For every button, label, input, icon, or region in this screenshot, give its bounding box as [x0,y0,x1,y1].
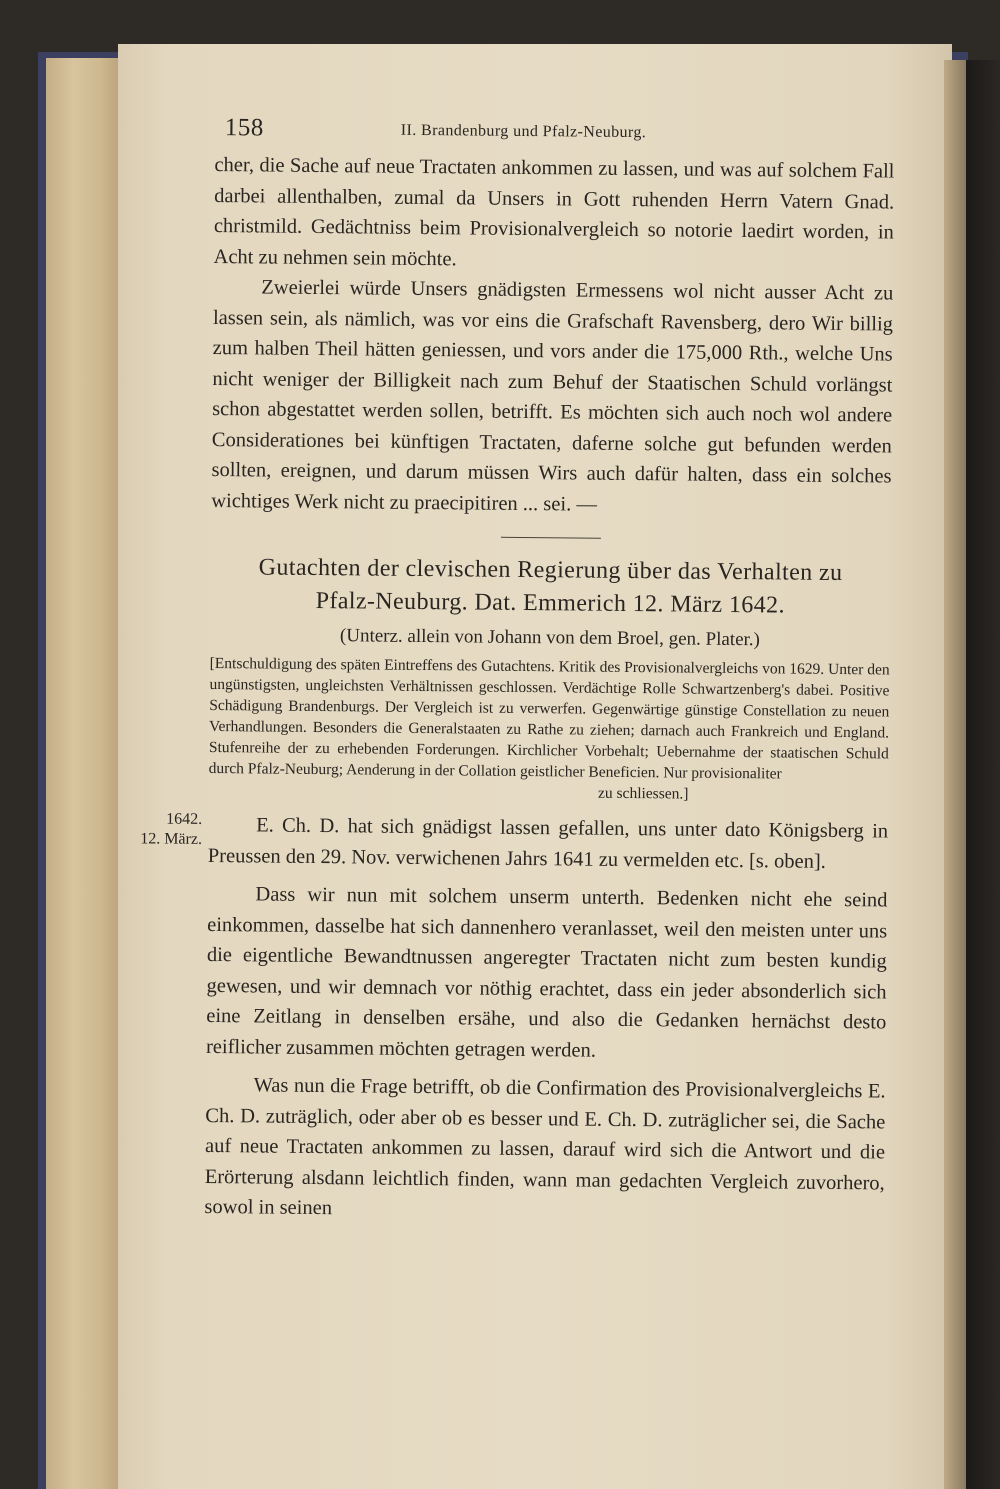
margin-date [124,809,202,850]
paragraph: Was nun die Frage betrifft, ob die Confirmation des Provisionalvergleichs E. Ch. D. zuträglich, oder aber ob es besser und E. Ch. D. zuträglicher sei, die Sache auf neue Tractaten ankommen zu lassen, darauf wird sich die Antwort und die Erörterung alsdann leichtlich finden, wann man gedachten Vergleich zuvorhero, sowol in seinen [204,1074,886,1220]
section-title-line-1: Gutachten der clevischen Regierung über das Verhalten zu [258,554,843,587]
paragraph: Dass wir nun mit solchem unserm unterth. Bedenken nicht ehe seind einkommen, dasselbe hat sich dannenhero veranlasset, weil den meisten unter uns die eigentliche Bewandtnussen angeregter Tractaten nicht zum besten kundig gewesen, und wir demnach vor nöthig erachtet, dass ein jeder absonderlich sich eine Zeitlang in denselben ersähe, und also die Gedanken hernächst desto reiflicher zusammen möchten getragen werden. [205,883,888,1062]
page-gutter-shadow [944,60,966,1489]
page-header [215,110,895,157]
summary-text: [Entschuldigung des späten Eintreffens des Gutachtens. Kritik des Provisionalvergleichs von 1629. Unter den ungünstigsten, ungleichsten Verhältnissen geschlossen. Verdächtige Rolle Schwartzenberg's dabei. Positive Schädigung Brandenburgs. Der Vergleich ist zu verwerfen. Gegenwärtige günstige Constellation zu neuen Verhandlungen. Besonders die Generalstaaten zu Rathe zu ziehen; darnach auch Frankreich und England. Stufenreihe der zu erhebenden Forderungen. Kirchlicher Vorbehalt; Uebernahme der staatischen Schuld durch Pfalz-Neuburg; Aenderung in der Collation geistlicher Beneficien. Nur provisionaliter [208,654,890,783]
paragraph-continued: cher, die Sache auf neue Tractaten ankommen zu lassen, und was auf solchem Fall darbei allenthalben, zumal da Unsers in Gott ruhenden Herrn Vatern Gnad. christmild. Gedächtniss beim Provisionalvergleich so notorie laedirt worden, in Acht zu nehmen sein möchte. [213,153,895,270]
margin-year: 1642. [166,810,203,828]
page-text [140,110,895,1229]
section-divider [501,537,601,539]
paragraph: E. Ch. D. hat sich gnädigst lassen gefallen, uns unter dato Königsberg in Preussen den 29. Nov. verwichenen Jahrs 1641 zu vermelden etc. [s. oben]. [207,814,889,873]
summary-end: zu schliessen.] [597,784,689,803]
dated-entry [140,810,889,878]
page-stack-edge [46,58,124,1489]
paragraph: Zweierlei würde Unsers gnädigsten Ermessens wol nicht ausser Acht zu lassen sein, als nämlich, was vor eins die Grafschaft Ravensberg, dero Wir billig zum halben Theil hätten geniessen, und vors ander die 175,000 Rth., welche Uns nicht weniger der Billigkeit nach zum Behuf der Staatischen Schuld vorlängst schon abgestattet werden sollen, betrifft. Es möchten sich auch noch wol andere Considerationes bei künftigen Tractaten, daferne solche gut befunden werden sollten, ereignen, und darum müssen Wirs auch dafür halten, dass ein solches wichtiges Werk nicht zu praecipitiren ... sei. — [211,276,894,516]
page-number: 158 [224,114,264,142]
section-signature: (Unterz. allein von Johann von dem Broel, gen. Plater.) [339,625,761,651]
running-head: II. Brandenburg und Pfalz-Neuburg. [400,121,647,142]
facing-page-edge [966,60,1000,1489]
section-summary [208,653,889,807]
section-title-line-2: Pfalz-Neuburg. Dat. Emmerich 12. März 1642. [315,587,786,619]
margin-day: 12. März. [140,830,203,848]
